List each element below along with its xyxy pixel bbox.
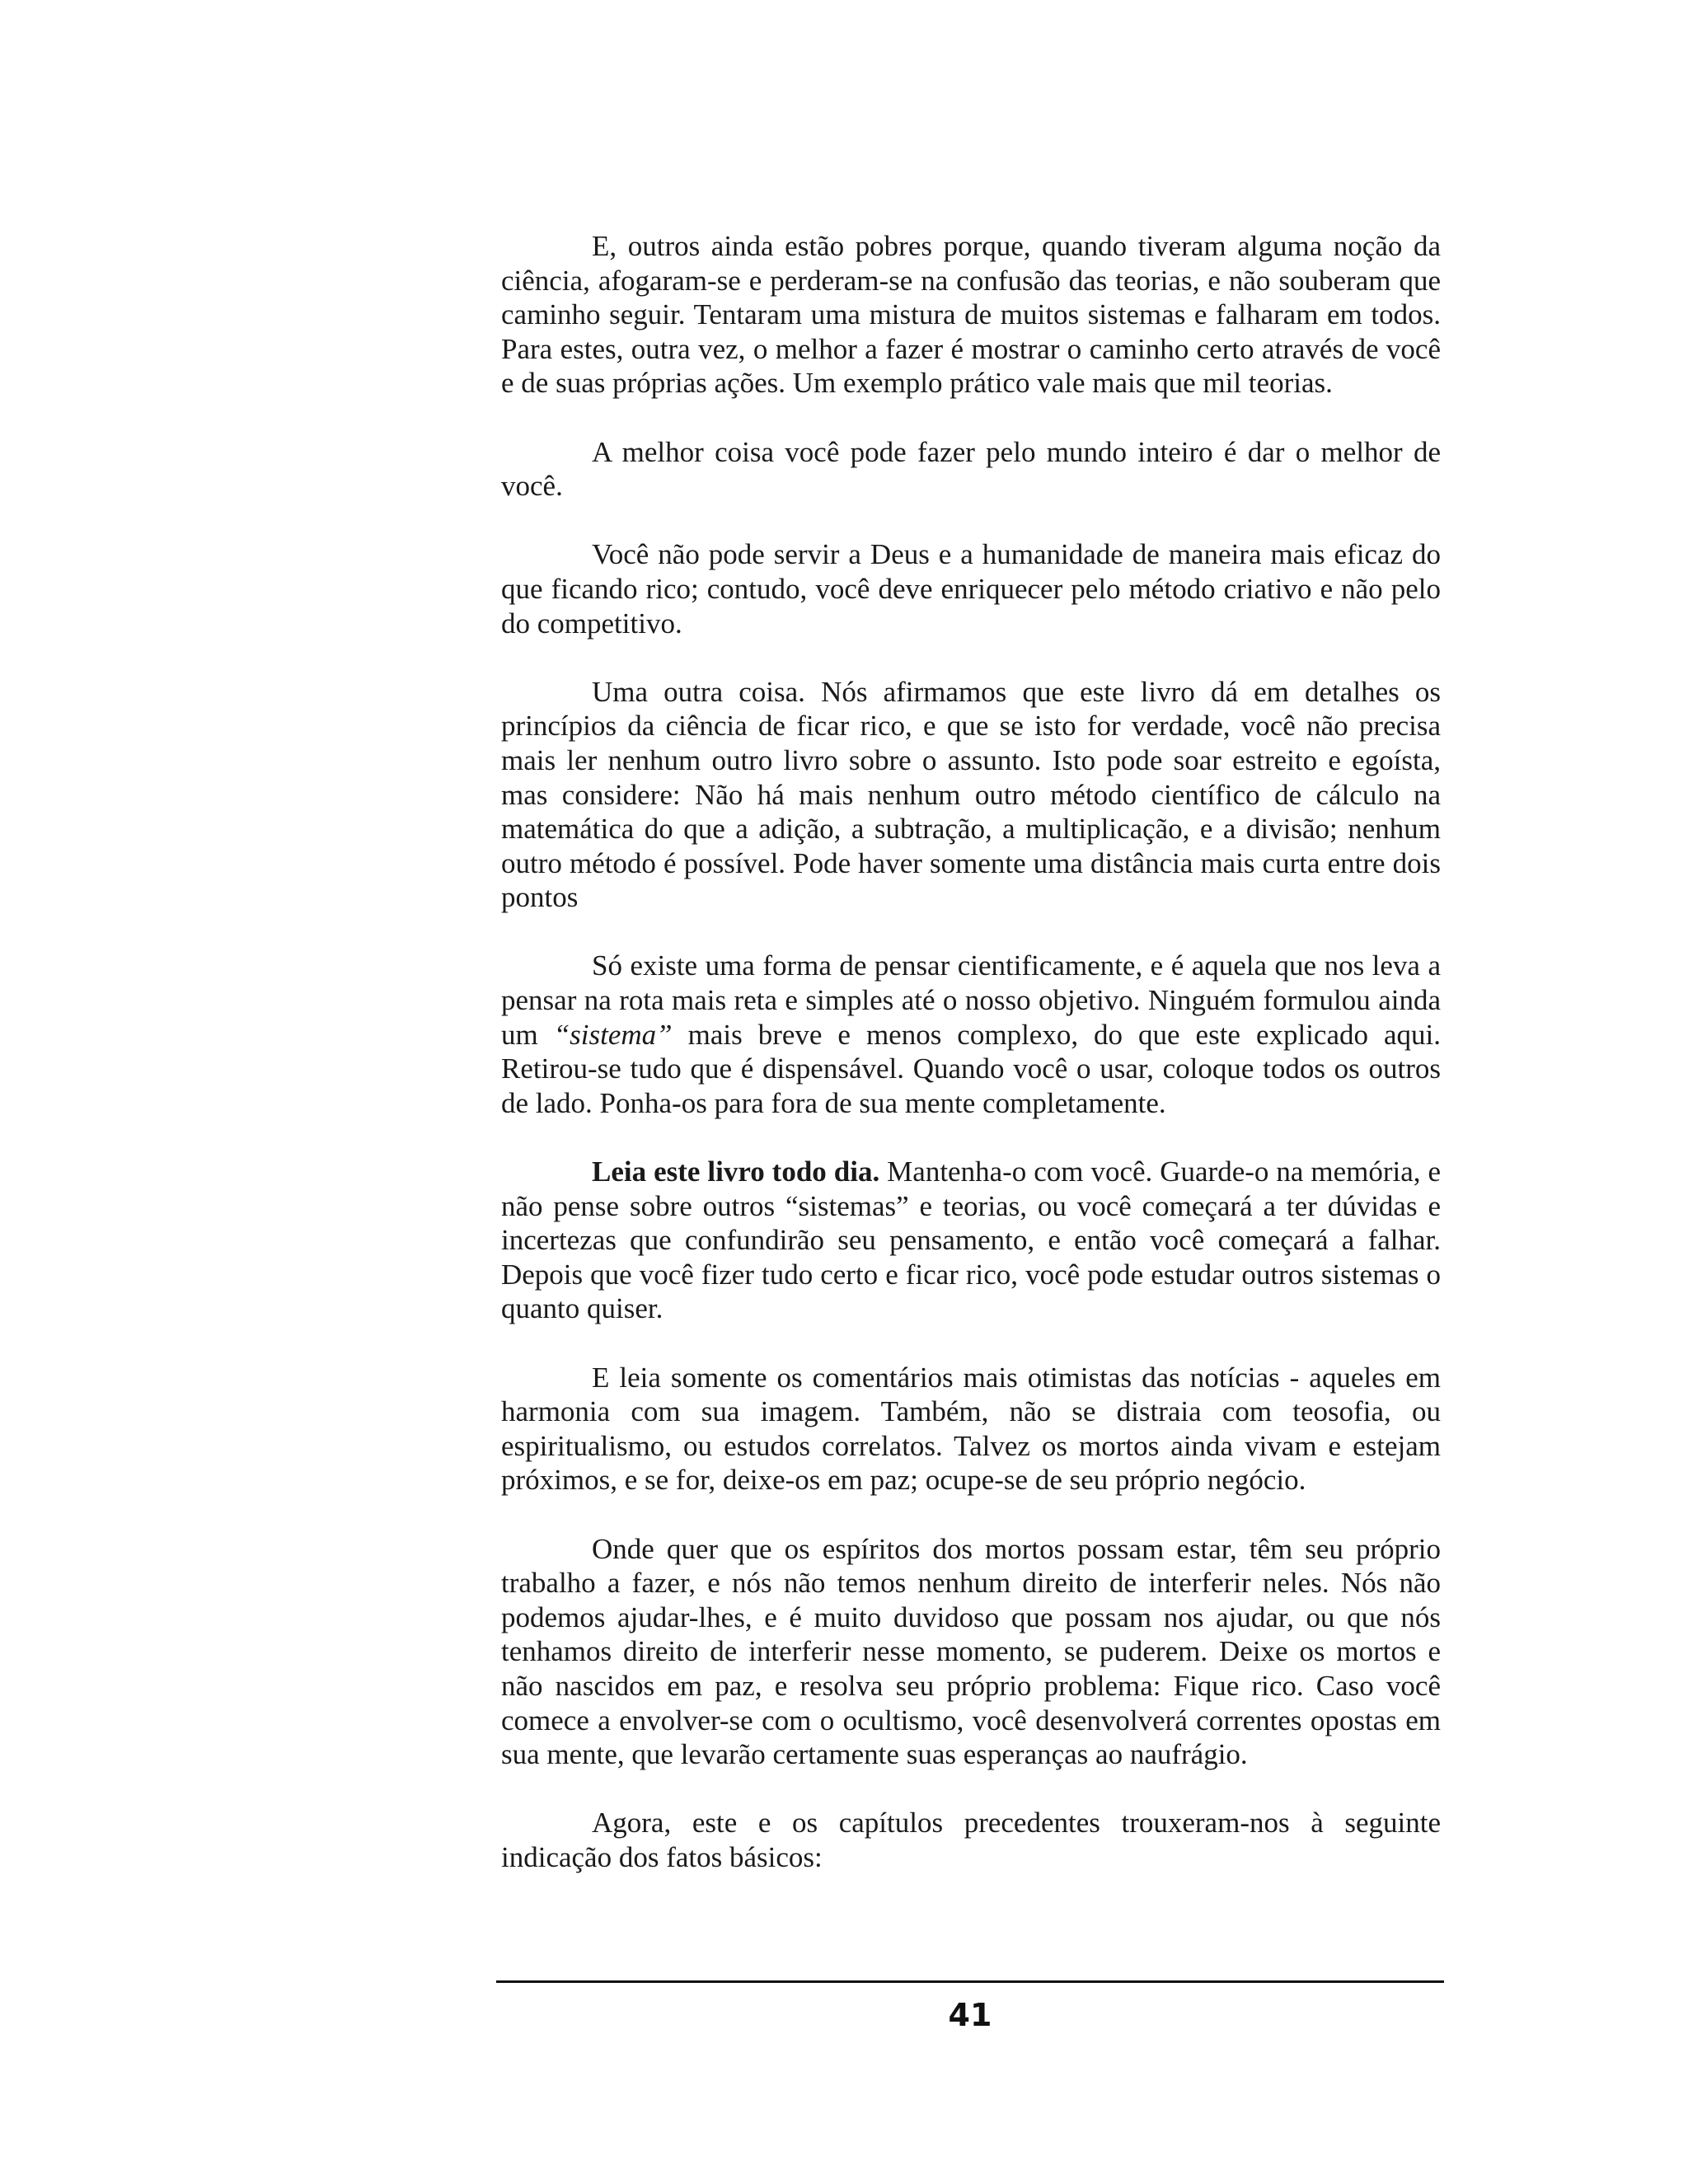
- paragraph-2: A melhor coisa você pode fazer pelo mundo inteiro é dar o melhor de você.: [501, 435, 1441, 503]
- paragraph-5-text-after: mais breve e menos complexo, do que este explicado aqui. Retirou-se tudo que é dispensável. Quando você o usar, coloque todos os outros de lado. Ponha-os para fora de sua mente completamente.: [501, 1018, 1441, 1119]
- paragraph-7: E leia somente os comentários mais otimistas das notícias - aqueles em harmonia com sua imagem. Também, não se distraia com teosofia, ou espiritualismo, ou estudos correlatos. Talvez os mortos ainda vivam e estejam próximos, e se for, deixe-os em paz; ocupe-se de seu próprio negócio.: [501, 1361, 1441, 1497]
- paragraph-4: Uma outra coisa. Nós afirmamos que este livro dá em detalhes os princípios da ciência de ficar rico, e que se isto for verdade, você não precisa mais ler nenhum outro livro sobre o assunto. Isto pode soar estreito e egoísta, mas considere: Não há mais nenhum outro método científico de cálculo na matemática do que a adição, a subtração, a multiplicação, e a divisão; nenhum outro método é possível. Pode haver somente uma distância mais curta entre dois pontos: [501, 675, 1441, 914]
- footer-divider: [496, 1980, 1444, 1983]
- body-text: [501, 229, 1441, 1875]
- paragraph-1: E, outros ainda estão pobres porque, quando tiveram alguma noção da ciência, afogaram-se e perderam-se na confusão das teorias, e não souberam que caminho seguir. Tentaram uma mistura de muitos sistemas e falharam em todos. Para estes, outra vez, o melhor a fazer é mostrar o caminho certo através de você e de suas próprias ações. Um exemplo prático vale mais que mil teorias.: [501, 230, 1441, 400]
- paragraph-8: Onde quer que os espíritos dos mortos possam estar, têm seu próprio trabalho a fazer, e nós não temos nenhum direito de interferir neles. Nós não podemos ajudar-lhes, e é muito duvidoso que possam nos ajudar, ou que nós tenhamos direito de interferir nesse momento, se puderem. Deixe os mortos e não nascidos em paz, e resolva seu próprio problema: Fique rico. Caso você comece a envolver-se com o ocultismo, você desenvolverá correntes opostas em sua mente, que levarão certamente suas esperanças ao naufrágio.: [501, 1532, 1441, 1771]
- paragraph-6-text-after: Mantenha-o com você. Guarde-o na memória, e não pense sobre outros “sistemas” e teorias, ou você começará a ter dúvidas e incertezas que confundirão seu pensamento, e então você começará a falhar. Depois que você fizer tudo certo e ficar rico, você pode estudar outros sistemas o quanto quiser.: [501, 1155, 1442, 1325]
- paragraph-5-text-before: Só existe uma forma de pensar cientificamente, e é aquela que nos leva a pensar na rota mais reta e simples até o nosso objetivo. Ninguém formulou ainda um: [501, 949, 1441, 1051]
- paragraph-9: Agora, este e os capítulos precedentes trouxeram-nos à seguinte indicação dos fatos básicos:: [501, 1807, 1441, 1873]
- paragraph-5-italic-term: “sistema”: [553, 1018, 673, 1051]
- page-number: 41: [948, 1997, 992, 2033]
- paragraph-6: [501, 1155, 1441, 1326]
- paragraph-3: Você não pode servir a Deus e a humanidade de maneira mais eficaz do que ficando rico; contudo, você deve enriquecer pelo método criativo e não pelo do competitivo.: [501, 538, 1441, 640]
- paragraph-5: [501, 949, 1441, 1120]
- paragraph-6-bold-lead: Leia este livro todo dia.: [592, 1155, 880, 1188]
